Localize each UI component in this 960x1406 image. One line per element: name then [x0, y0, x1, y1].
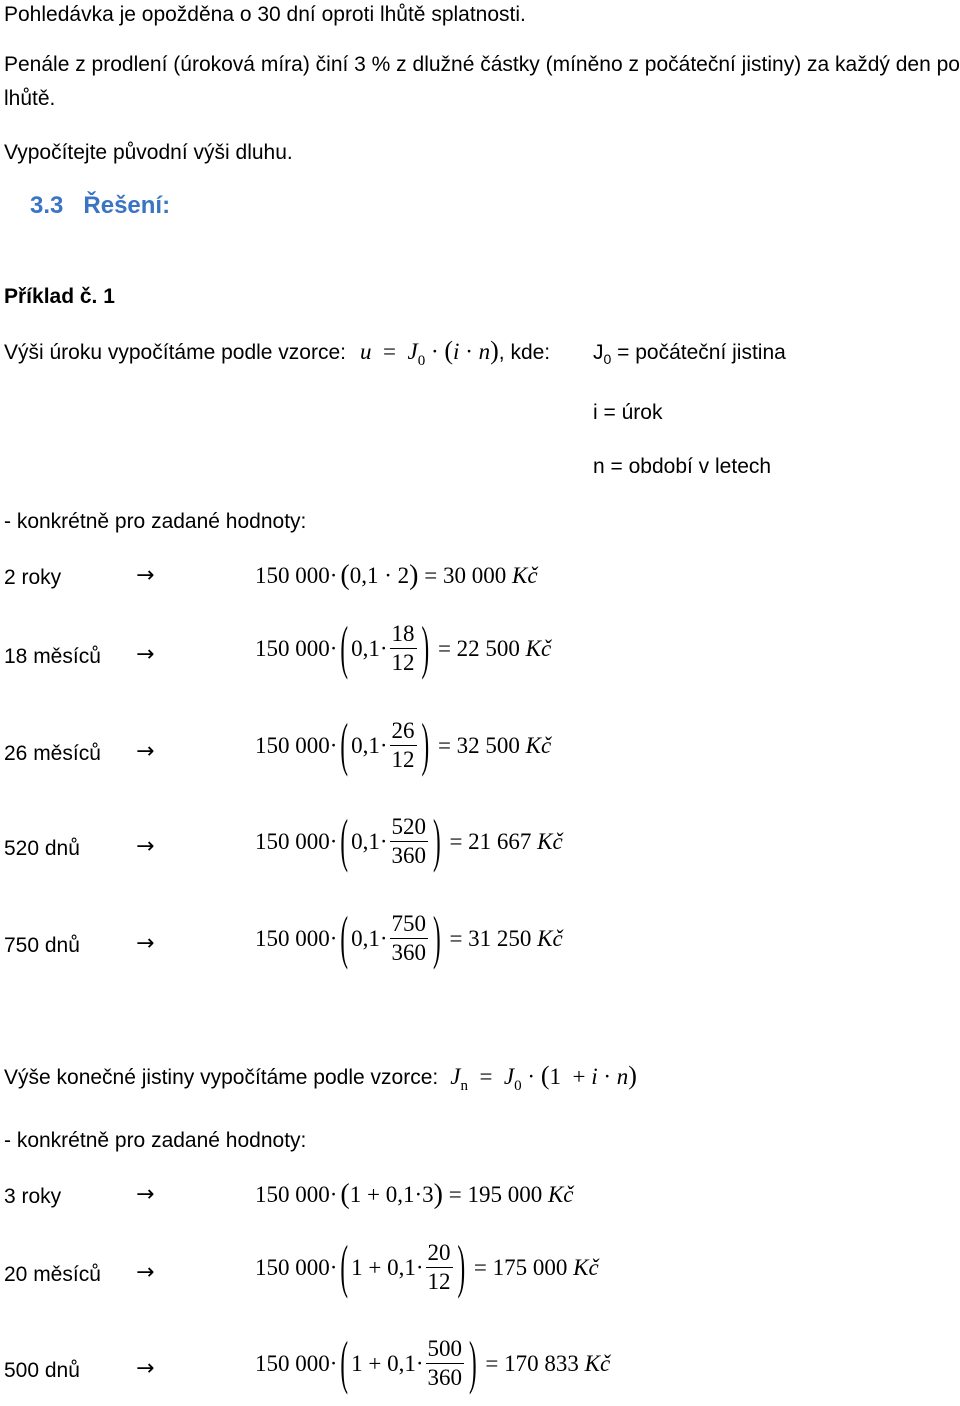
interest-calculation: 150 000 · ( 0,1 · 2 ) = 30 000 Kč — [255, 560, 538, 591]
interest-row-label: 2 roky — [4, 566, 62, 589]
arrow-icon: → — [136, 1260, 155, 1285]
arrow-icon: → — [136, 834, 155, 859]
arrow-icon: → — [136, 931, 155, 956]
fraction: $\frac{520}{360}$ — [391, 814, 427, 869]
interest-row-label: 520 dnů — [4, 837, 80, 860]
interest-calculation: 150 000 · ( 0,1 · $\frac{750}{360}$ ) = 31 250 Kč — [255, 904, 563, 970]
arrow-icon: → — [136, 1356, 155, 1381]
arrow-icon: → — [136, 563, 155, 588]
section-title: Řešení: — [83, 192, 171, 219]
final-calculation: 150 000 · ( 1 + 0,1 · $\frac{500}{360}$ ) = 170 833 Kč — [255, 1329, 611, 1395]
interest-formula-lead: Výši úroku vypočítáme podle vzorce: — [4, 340, 346, 364]
final-row-label: 3 roky — [4, 1185, 62, 1208]
interest-formula-where: , kde: — [498, 340, 551, 364]
interest-calculation: 150 000 · ( 0,1 · $\frac{26}{12}$ ) = 32 500 Kč — [255, 711, 552, 777]
concrete-values-label-final: - konkrétně pro zadané hodnoty: — [4, 1129, 307, 1152]
arrow-icon: → — [136, 1182, 155, 1207]
problem-statement-line-2: Penále z prodlení (úroková míra) činí 3 % z dlužné částky (míněno z počáteční jistiny) za každý den po — [4, 53, 960, 76]
fraction: $\frac{26}{12}$ — [391, 718, 415, 773]
example-title: Příklad č. 1 — [4, 285, 115, 308]
section-number: 3.3 — [30, 192, 64, 219]
final-calculation: 150 000 · ( 1 + 0,1 · 3 ) = 195 000 Kč — [255, 1179, 574, 1210]
final-calculation: 150 000 · ( 1 + 0,1 · $\frac{20}{12}$ ) = 175 000 Kč — [255, 1233, 599, 1299]
fraction: $\frac{500}{360}$ — [427, 1336, 462, 1391]
final-row-label: 500 dnů — [4, 1359, 80, 1382]
arrow-icon: → — [136, 642, 155, 667]
interest-row-label: 26 měsíců — [4, 742, 101, 765]
section-heading — [30, 192, 170, 221]
arrow-icon: → — [136, 739, 155, 764]
problem-question: Vypočítejte původní výši dluhu. — [4, 141, 293, 164]
final-formula: $J_n = J_0 \cdot (1 + i \cdot n)$ — [450, 1061, 637, 1094]
problem-statement-line-1: Pohledávka je opožděna o 30 dní oproti lhůtě splatnosti. — [4, 3, 526, 26]
interest-calculation: 150 000 · ( 0,1 · $\frac{520}{360}$ ) = 21 667 Kč — [255, 807, 563, 873]
definition-period: n = období v letech — [593, 455, 772, 478]
problem-statement-line-2-cont: lhůtě. — [4, 87, 56, 110]
concrete-values-label: - konkrétně pro zadané hodnoty: — [4, 510, 307, 533]
interest-formula: $u = J_0 \cdot (i \cdot n)$ — [360, 336, 499, 369]
interest-row-label: 750 dnů — [4, 934, 80, 957]
interest-formula-line — [4, 335, 550, 370]
final-formula-line — [4, 1060, 637, 1095]
definition-rate: i = úrok — [593, 401, 663, 424]
fraction: $\frac{750}{360}$ — [391, 911, 427, 966]
interest-calculation: 150 000 · ( 0,1 · $\frac{18}{12}$ ) = 22 500 Kč — [255, 614, 552, 680]
definition-principal: $J_0$ = počáteční jistina — [593, 341, 786, 367]
interest-row-label: 18 měsíců — [4, 645, 101, 668]
final-row-label: 20 měsíců — [4, 1263, 101, 1286]
fraction: $\frac{18}{12}$ — [391, 621, 415, 676]
final-formula-lead: Výše konečné jistiny vypočítáme podle vzorce: — [4, 1065, 439, 1089]
fraction: $\frac{20}{12}$ — [427, 1240, 451, 1295]
